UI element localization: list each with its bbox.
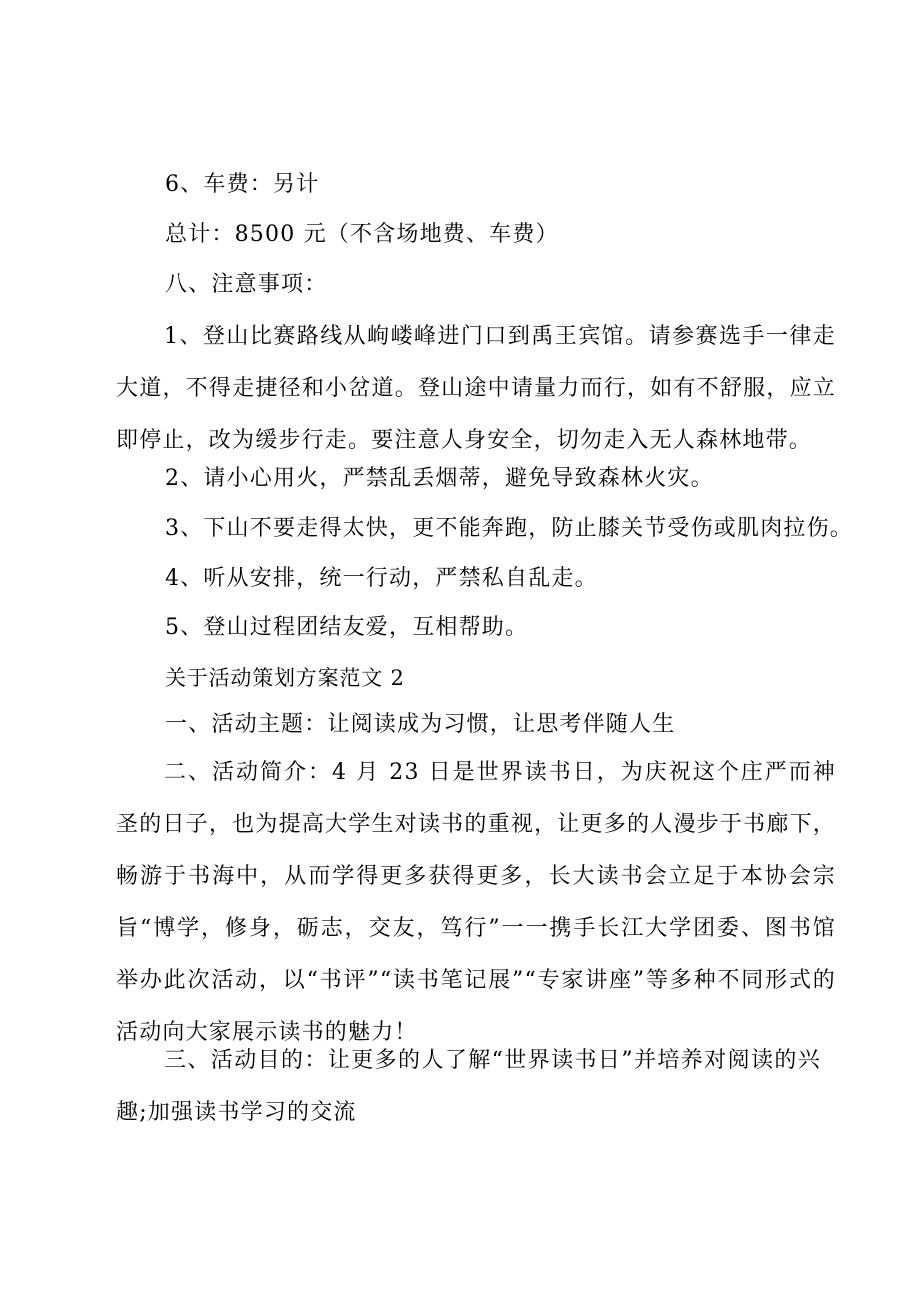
theme-line: 一、活动主题：让阅读成为习惯，让思考伴随人生 (165, 712, 676, 737)
intro-paragraph: 二、活动简介：4 月 23 日是世界读书日，为庆祝这个庄严而神圣的日子，也为提高大学生对读书的重视，让更多的人漫步于书廊下，畅游于书海中，从而学得更多获得更多，长大读书会立足于本协会宗旨“博学，修身，砺志，交友，笃行”一一携手长江大学团委、图书馆举办此次活动，以“书评”“读书笔记展”“专家讲座”等多种不同形式的活动向大家展示读书的魅力！ (116, 760, 836, 1045)
total-line: 总计：8500 元（不含场地费、车费） (165, 222, 559, 247)
note-5-line: 5、登山过程团结友爱，互相帮助。 (165, 615, 529, 640)
purpose-paragraph: 三、活动目的：让更多的人了解“世界读书日”并培养对阅读的兴趣;加强读书学习的交流 (116, 1048, 821, 1125)
note-4-line: 4、听从安排，统一行动，严禁私自乱走。 (165, 566, 598, 591)
article-2-title: 关于活动策划方案范文 2 (165, 666, 405, 690)
note-2-line: 2、请小心用火，严禁乱丢烟蒂，避免导致森林火灾。 (165, 466, 714, 491)
note-3-line: 3、下山不要走得太快，更不能奔跑，防止膝关节受伤或肌肉拉伤。 (165, 516, 853, 541)
fee-car-line: 6、车费：另计 (165, 172, 320, 197)
notes-section-title: 八、注意事项： (165, 272, 328, 297)
note-1-paragraph: 1、登山比赛路线从岣嵝峰进门口到禹王宾馆。请参赛选手一律走大道，不得走捷径和小岔道。登山途中请量力而行，如有不舒服，应立即停止，改为缓步行走。要注意人身安全，切勿走入无人森林地带。 (116, 324, 836, 453)
